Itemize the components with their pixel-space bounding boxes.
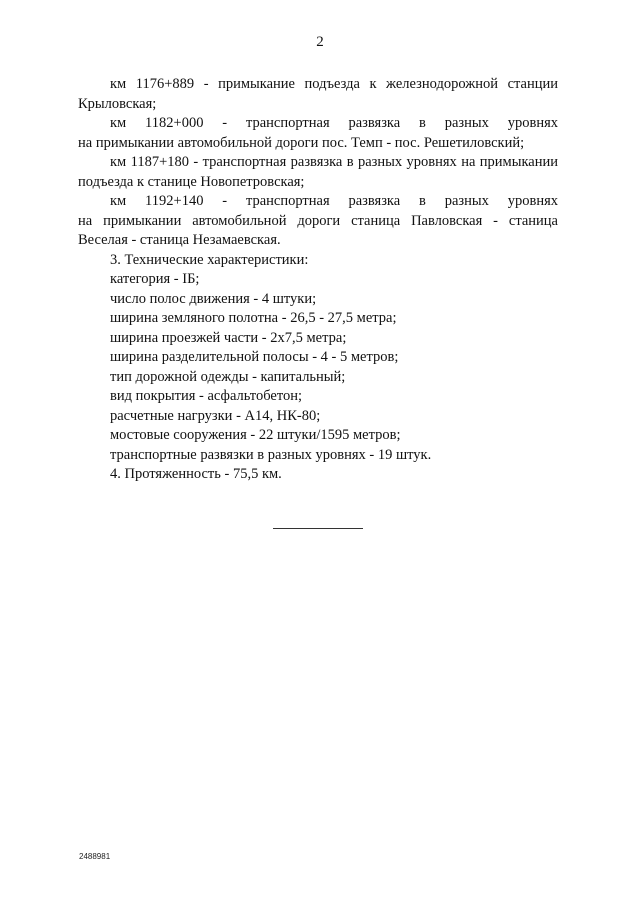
paragraph-km-1192-line-2: на примыкании автомобильной дороги станица Павловская - станица <box>78 212 558 229</box>
paragraph-km-1192-line-3: Веселая - станица Незамаевская. <box>78 232 281 248</box>
section-3-heading: 3. Технические характеристики: <box>110 251 309 268</box>
spec-item: ширина земляного полотна - 26,5 - 27,5 метра; <box>110 310 397 326</box>
paragraph-km-1187: км 1187+180 - транспортная развязка в разных уровнях на примыкании подъезда к станице Новопетровская; <box>78 154 558 190</box>
paragraph-km-1192-line-1: км 1192+140 - транспортная развязка в разных уровнях <box>110 193 558 209</box>
spec-item: число полос движения - 4 штуки; <box>110 290 317 307</box>
paragraph-km-1182 <box>78 114 558 153</box>
spec-item: мостовые сооружения - 22 штуки/1595 метров; <box>110 427 401 443</box>
spec-item: ширина проезжей части - 2х7,5 метра; <box>110 329 347 346</box>
page-number: 2 <box>316 34 324 50</box>
spec-item: вид покрытия - асфальтобетон; <box>110 388 303 404</box>
spec-item: транспортные развязки в разных уровнях - 19 штук. <box>110 446 432 463</box>
document-body <box>78 75 558 485</box>
spec-item: ширина разделительной полосы - 4 - 5 метров; <box>110 349 399 365</box>
spec-item: расчетные нагрузки - А14, НК-80; <box>110 407 321 424</box>
document-code: 2488981 <box>79 852 111 861</box>
paragraph-km-1182-line-1: км 1182+000 - транспортная развязка в разных уровнях <box>110 115 558 131</box>
paragraph-km-1192 <box>78 192 558 251</box>
spec-item: тип дорожной одежды - капитальный; <box>110 368 346 385</box>
paragraph-km-1182-line-2: на примыкании автомобильной дороги пос. Темп - пос. Решетиловский; <box>78 134 525 151</box>
end-divider <box>273 528 363 529</box>
spec-item: категория - IБ; <box>110 271 200 287</box>
paragraph-km-1176: км 1176+889 - примыкание подъезда к железнодорожной станции Крыловская; <box>78 76 558 112</box>
section-4-length: 4. Протяженность - 75,5 км. <box>110 466 282 482</box>
